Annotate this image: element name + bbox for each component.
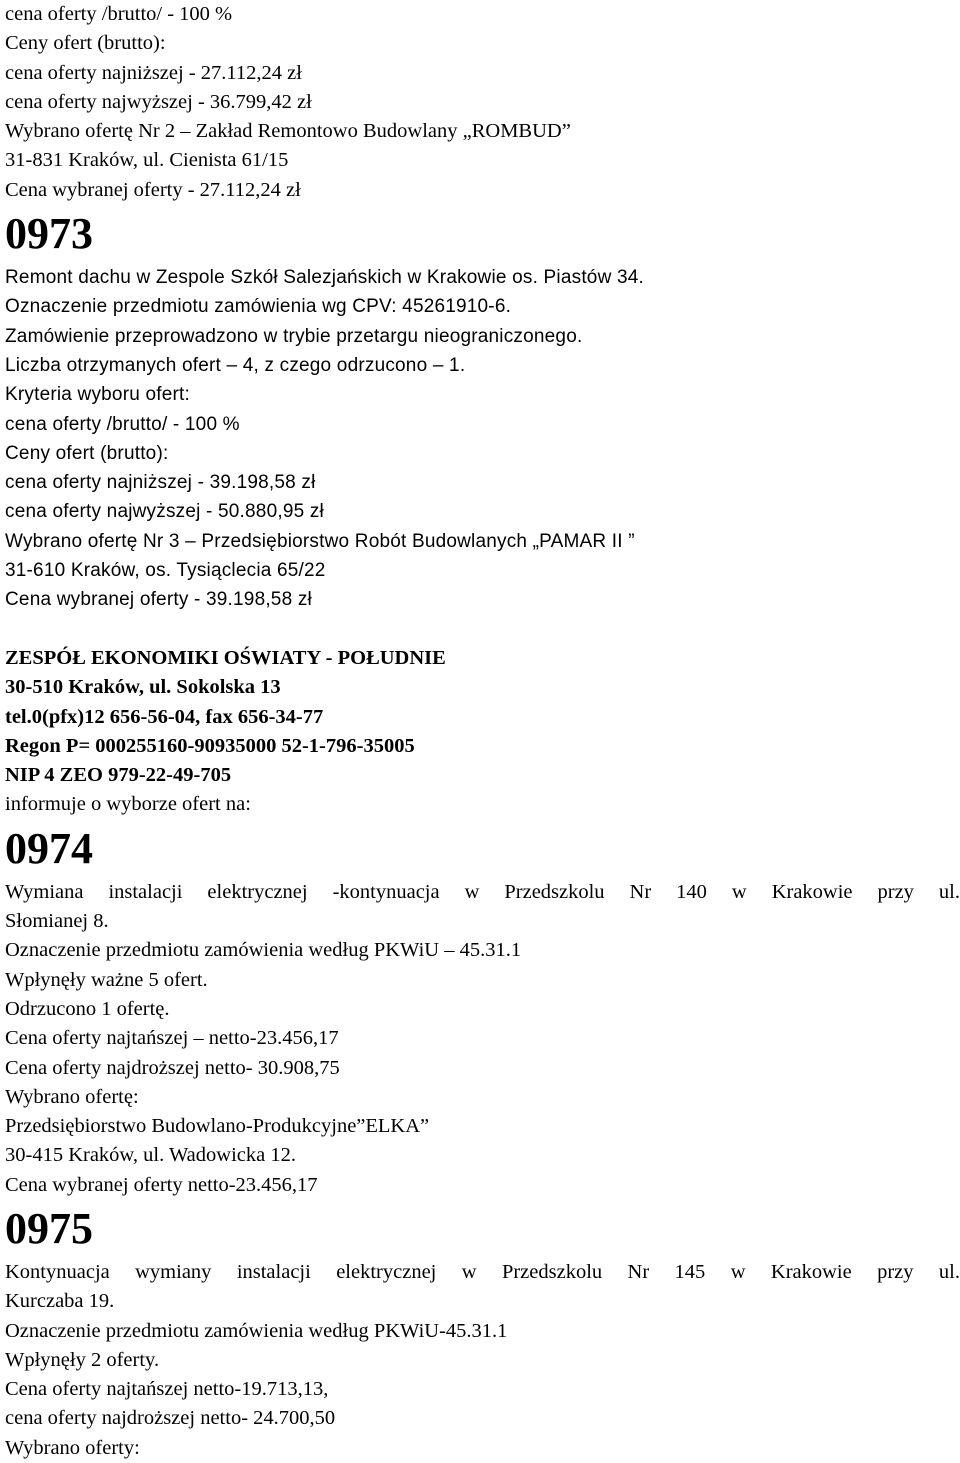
section-0974 [5, 820, 960, 1200]
selected-company-address: 30-415 Kraków, ul. Wadowicka 12. [5, 1144, 296, 1167]
selected-offer-line: Wybrano ofertę Nr 3 – Przedsiębiorstwo Robót Budowlanych „PAMAR II ” [5, 530, 635, 552]
cheapest-price-line: Cena oferty najtańszej netto-19.713,13, [5, 1378, 329, 1401]
pkwiu-line: Oznaczenie przedmiotu zamówienia według PKWiU – 45.31.1 [5, 939, 522, 962]
institution-header [5, 644, 960, 820]
cheapest-price-line: Cena oferty najtańszej – netto-23.456,17 [5, 1027, 339, 1050]
offers-received-line: Wpłynęły ważne 5 ofert. [5, 968, 208, 991]
document-page [5, 0, 960, 1463]
pkwiu-line: Oznaczenie przedmiotu zamówienia według PKWiU-45.31.1 [5, 1319, 508, 1342]
institution-regon: Regon P= 000255160-90935000 52-1-796-35005 [5, 734, 415, 757]
section-title: Kontynuacja wymiany instalacji elektrycznej w Przedszkolu Nr 145 w Krakowie przy ul. [5, 1260, 960, 1283]
criteria-line: cena oferty /brutto/ - 100 % [5, 3, 233, 25]
cpv-line: Oznaczenie przedmiotu zamówienia wg CPV: 45261910-6. [5, 296, 512, 318]
selected-offer-price: Cena wybranej oferty netto-23.456,17 [5, 1173, 318, 1196]
selected-company: Przedsiębiorstwo Budowlano-Produkcyjne”ELKA” [5, 1115, 430, 1138]
section-title-continued: Słomianej 8. [5, 910, 109, 933]
intro-line: informuje o wyborze ofert na: [5, 793, 251, 816]
criteria-heading: Kryteria wyboru ofert: [5, 384, 190, 406]
offers-count-line: Liczba otrzymanych ofert – 4, z czego odrzucono – 1. [5, 354, 466, 376]
previous-tender-block [5, 0, 960, 205]
section-0973 [5, 205, 960, 615]
selected-offer-price: Cena wybranej oferty - 39.198,58 zł [5, 589, 312, 611]
section-title: Remont dachu w Zespole Szkół Salezjańskich w Krakowie os. Piastów 34. [5, 267, 644, 289]
selected-offer-heading: Wybrano ofertę: [5, 1085, 139, 1108]
procedure-line: Zamówienie przeprowadzono w trybie przetargu nieograniczonego. [5, 325, 583, 347]
section-number: 0974 [5, 823, 93, 873]
prices-heading: Ceny ofert (brutto): [5, 442, 169, 464]
section-number: 0975 [5, 1203, 93, 1253]
criteria-line: cena oferty /brutto/ - 100 % [5, 413, 240, 435]
highest-price-line: cena oferty najwyższej - 36.799,42 zł [5, 90, 312, 113]
selected-offer-address: 31-610 Kraków, os. Tysiąclecia 65/22 [5, 560, 326, 582]
selected-offer-line: Wybrano ofertę Nr 2 – Zakład Remontowo Budowlany „ROMBUD” [5, 120, 571, 143]
spacer [5, 615, 960, 644]
prices-heading: Ceny ofert (brutto): [5, 32, 166, 55]
offers-rejected-line: Odrzucono 1 ofertę. [5, 997, 170, 1020]
most-expensive-price-line: cena oferty najdroższej netto- 24.700,50 [5, 1407, 336, 1430]
section-number: 0973 [5, 209, 93, 259]
lowest-price-line: cena oferty najniższej - 27.112,24 zł [5, 61, 302, 84]
selected-offer-address: 31-831 Kraków, ul. Cienista 61/15 [5, 149, 289, 172]
institution-name: ZESPÓŁ EKONOMIKI OŚWIATY - POŁUDNIE [5, 646, 446, 669]
section-title-continued: Kurczaba 19. [5, 1290, 115, 1313]
institution-address: 30-510 Kraków, ul. Sokolska 13 [5, 676, 281, 699]
institution-phone: tel.0(pfx)12 656-56-04, fax 656-34-77 [5, 705, 324, 728]
offers-received-line: Wpłynęły 2 oferty. [5, 1348, 160, 1371]
section-title: Wymiana instalacji elektrycznej -kontynuacja w Przedszkolu Nr 140 w Krakowie przy ul. [5, 880, 960, 903]
selected-offer-heading: Wybrano oferty: [5, 1436, 140, 1459]
highest-price-line: cena oferty najwyższej - 50.880,95 zł [5, 501, 324, 523]
section-0975 [5, 1200, 960, 1463]
most-expensive-price-line: Cena oferty najdroższej netto- 30.908,75 [5, 1056, 340, 1079]
institution-nip: NIP 4 ZEO 979-22-49-705 [5, 764, 232, 787]
lowest-price-line: cena oferty najniższej - 39.198,58 zł [5, 472, 316, 494]
selected-offer-price: Cena wybranej oferty - 27.112,24 zł [5, 178, 301, 201]
